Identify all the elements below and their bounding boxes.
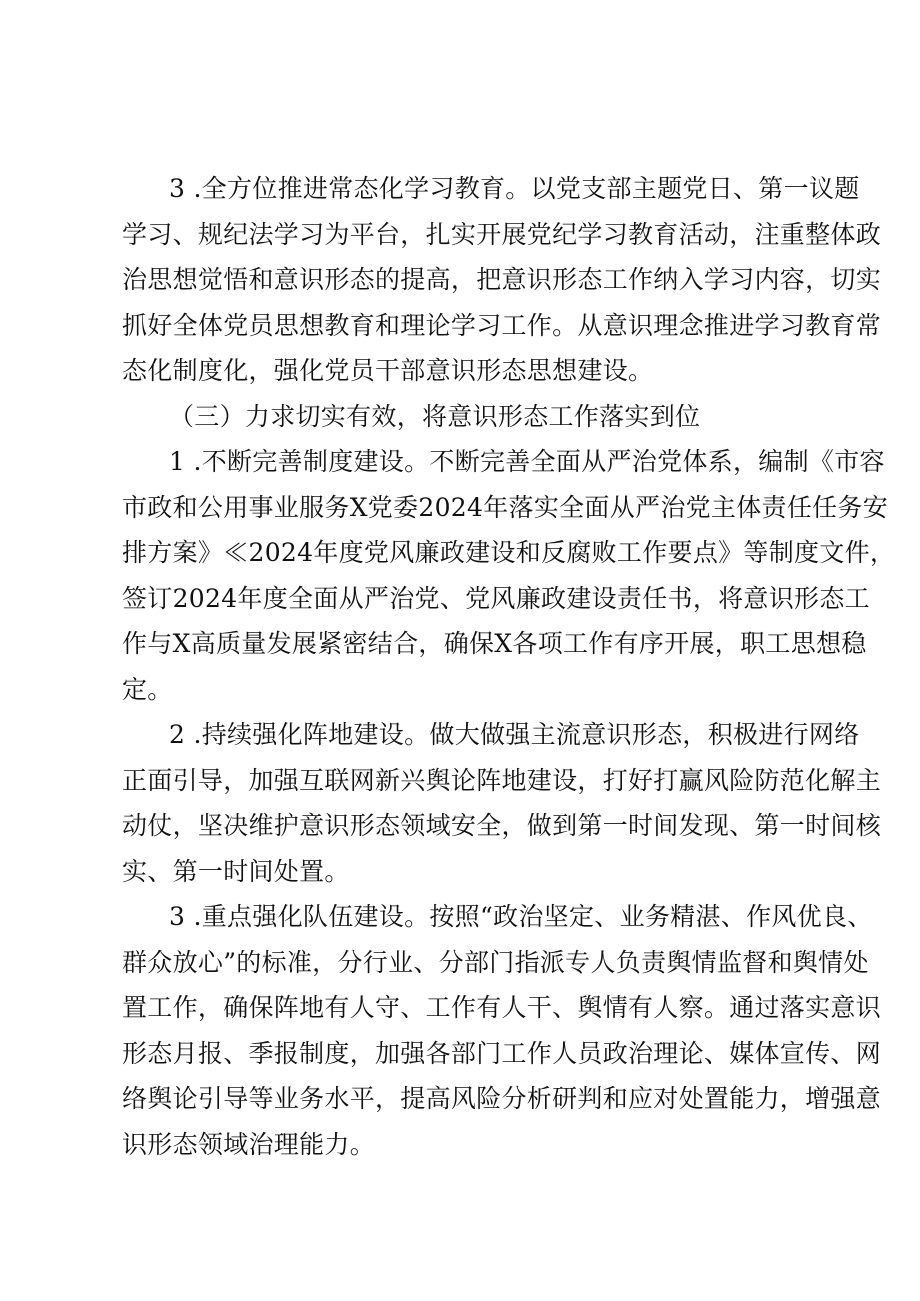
text-line: 识形态领域治理能力。 — [122, 1129, 376, 1159]
text-line: 正面引导，加强互联网新兴舆论阵地建设，打好打赢风险防范化解主 — [122, 765, 882, 795]
text-line: 态化制度化，强化党员干部意识形态思想建设。 — [122, 356, 654, 385]
text-line: 形态月报、季报制度，加强各部门工作人员政治理论、媒体宣传、网 — [122, 1038, 882, 1068]
section-heading: （三）力求切实有效，将意识形态工作落实到位 — [169, 401, 701, 431]
text-line: 3 .重点强化队伍建设。按照“政治坚定、业务精湛、作风优良、 — [169, 902, 873, 931]
text-line: 群众放心”的标准，分行业、分部门指派专人负责舆情监督和舆情处 — [122, 947, 869, 977]
text-line: 定。 — [122, 674, 173, 704]
text-line: 1 .不断完善制度建设。不断完善全面从严治党体系，编制《市容 — [169, 447, 885, 476]
text-line: 络舆论引导等业务水平，提高风险分析研判和应对处置能力，增强意 — [122, 1084, 882, 1113]
text-line: 抓好全体党员思想教育和理论学习工作。从意识理念推进学习教育常 — [122, 310, 882, 340]
text-line: 排方案》≪2024年度党风廉政建设和反腐败工作要点》等制度文件， — [122, 538, 896, 567]
text-line: 学习、规纪法学习为平台，扎实开展党纪学习教育活动，注重整体政 — [122, 219, 882, 249]
text-line: 签订2024年度全面从严治党、党风廉政建设责任书，将意识形态工 — [122, 583, 870, 613]
text-line: 治思想觉悟和意识形态的提高，把意识形态工作纳入学习内容，切实 — [122, 265, 882, 294]
text-line: 动仗，坚决维护意识形态领域安全，做到第一时间发现、第一时间核 — [122, 811, 882, 840]
document-body — [122, 166, 896, 1167]
text-line: 3 .全方位推进常态化学习教育。以党支部主题党日、第一议题 — [169, 174, 860, 203]
text-line: 2 .持续强化阵地建设。做大做强主流意识形态，积极进行网络 — [169, 720, 860, 749]
text-line: 市政和公用事业服务X党委2024年落实全面从严治党主体责任任务安 — [122, 492, 889, 522]
text-line: 实、第一时间处置。 — [122, 856, 350, 886]
text-line: 置工作，确保阵地有人守、工作有人干、舆情有人察。通过落实意识 — [122, 993, 882, 1022]
text-line: 作与X高质量发展紧密结合，确保X各项工作有序开展，职工思想稳 — [122, 629, 867, 658]
